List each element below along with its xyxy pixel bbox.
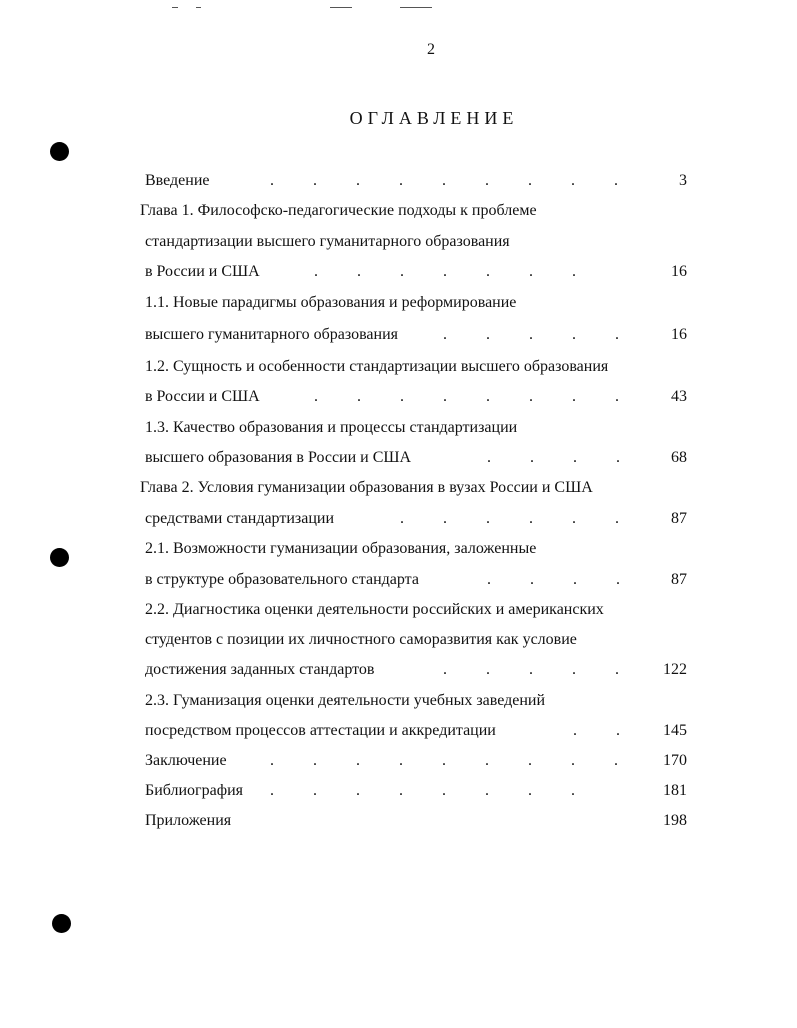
toc-entry-title: Глава 1. Философско-педагогические подходы к проблеме [140,202,537,219]
toc-entry-title: посредством процессов аттестации и аккредитации [145,722,496,739]
toc-entry-title: Глава 2. Условия гуманизации образования в вузах России и США [140,479,593,496]
leader-dot: . [487,449,491,466]
leader-dot: . [573,722,577,739]
leader-dot: . [528,172,532,189]
toc-entry-title: высшего образования в России и США [145,449,412,466]
toc-entry-title: Введение [145,172,210,189]
toc-entry-title: в России и США [145,263,260,280]
toc-entry[interactable] [0,506,797,532]
leader-dot: . [442,782,446,799]
toc-entry-title: в структуре образовательного стандарта [145,571,419,588]
leader-dot: . [486,510,490,527]
leader-dot: . [443,661,447,678]
punch-hole [52,914,71,933]
leader-dot: . [313,172,317,189]
leader-dot: . [529,263,533,280]
toc-entry[interactable] [0,384,797,410]
toc-entry-page: 87 [671,571,687,588]
leader-dot: . [443,510,447,527]
toc-entry[interactable] [0,415,797,441]
punch-hole [50,142,69,161]
toc-entry-page: 145 [663,722,687,739]
leader-dot: . [614,172,618,189]
toc-entry-title: 1.2. Сущность и особенности стандартизации высшего образования [145,358,609,375]
toc-entry-page: 16 [671,326,687,343]
toc-entry-title: средствами стандартизации [145,510,335,527]
leader-dot: . [529,661,533,678]
toc-entry[interactable] [0,168,797,194]
leader-dot: . [529,326,533,343]
leader-dot: . [356,172,360,189]
toc-entry[interactable] [0,657,797,683]
leader-dot: . [529,388,533,405]
toc-entry[interactable] [0,445,797,471]
toc-entry-page: 122 [663,661,687,678]
toc-entry-title: 2.3. Гуманизация оценки деятельности учебных заведений [145,692,546,709]
toc-entry[interactable] [0,475,797,501]
toc-entry-page: 181 [663,782,687,799]
leader-dot: . [572,326,576,343]
leader-dot: . [313,752,317,769]
leader-dot: . [442,752,446,769]
leader-dot: . [486,326,490,343]
toc-entry[interactable] [0,567,797,593]
toc-entry-title: высшего гуманитарного образования [145,326,398,343]
toc-entry-page: 43 [671,388,687,405]
leader-dot: . [356,752,360,769]
toc-entry[interactable] [0,627,797,653]
leader-dot: . [443,388,447,405]
leader-dot: . [314,263,318,280]
leader-dot: . [572,263,576,280]
leader-dot: . [313,782,317,799]
leader-dot: . [530,571,534,588]
toc-entry-title: Библиография [145,782,243,799]
leader-dot: . [443,263,447,280]
leader-dot: . [616,722,620,739]
leader-dot: . [572,388,576,405]
toc-entry[interactable] [0,322,797,348]
toc-entry[interactable] [0,354,797,380]
toc-entry[interactable] [0,259,797,285]
toc-entry[interactable] [0,229,797,255]
leader-dot: . [615,661,619,678]
leader-dot: . [616,449,620,466]
toc-entry-title: 2.2. Диагностика оценки деятельности российских и американских [145,601,604,618]
leader-dot: . [356,782,360,799]
leader-dot: . [442,172,446,189]
toc-entry-title: в России и США [145,388,260,405]
leader-dot: . [616,571,620,588]
scan-artifact-4 [400,7,432,8]
scan-artifact-3 [330,7,352,8]
toc-entry-page: 16 [671,263,687,280]
leader-dot: . [400,388,404,405]
leader-dot: . [270,172,274,189]
toc-entry-page: 87 [671,510,687,527]
toc-entry[interactable] [0,290,797,316]
leader-dot: . [357,263,361,280]
leader-dot: . [571,172,575,189]
leader-dot: . [270,752,274,769]
leader-dot: . [400,510,404,527]
toc-entry-title: студентов с позиции их личностного саморазвития как условие [145,631,577,648]
leader-dot: . [573,571,577,588]
leader-dot: . [270,782,274,799]
leader-dot: . [485,782,489,799]
toc-title: ОГЛАВЛЕНИЕ [349,108,519,128]
leader-dot: . [487,571,491,588]
toc-entry[interactable] [0,597,797,623]
leader-dot: . [357,388,361,405]
leader-dot: . [615,388,619,405]
toc-entry[interactable] [0,536,797,562]
leader-dot: . [530,449,534,466]
leader-dot: . [485,172,489,189]
leader-dot: . [485,752,489,769]
leader-dot: . [529,510,533,527]
toc-entry[interactable] [0,748,797,774]
toc-entry-page: 198 [663,812,687,829]
leader-dot: . [314,388,318,405]
toc-entry-title: 2.1. Возможности гуманизации образования, заложенные [145,540,537,557]
toc-entry[interactable] [0,808,797,834]
leader-dot: . [528,752,532,769]
toc-entry-title: Приложения [145,812,232,829]
toc-entry-title: стандартизации высшего гуманитарного образования [145,233,510,250]
page-number: 2 [427,41,435,58]
toc-entry-title: 1.1. Новые парадигмы образования и реформирование [145,294,517,311]
toc-entry-page: 3 [679,172,687,189]
leader-dot: . [614,752,618,769]
leader-dot: . [443,326,447,343]
toc-entry-title: 1.3. Качество образования и процессы стандартизации [145,419,518,436]
toc-entry[interactable] [0,198,797,224]
leader-dot: . [571,752,575,769]
toc-entry-title: достижения заданных стандартов [145,661,375,678]
scan-artifact-1 [172,7,178,8]
toc-entry[interactable] [0,688,797,714]
leader-dot: . [486,661,490,678]
leader-dot: . [615,326,619,343]
leader-dot: . [572,661,576,678]
toc-entry-title: Заключение [145,752,227,769]
leader-dot: . [571,782,575,799]
leader-dot: . [573,449,577,466]
toc-entry[interactable] [0,778,797,804]
leader-dot: . [615,510,619,527]
leader-dot: . [399,752,403,769]
toc-entry-page: 68 [671,449,687,466]
leader-dot: . [399,782,403,799]
leader-dot: . [528,782,532,799]
scan-artifact-2 [196,7,201,8]
toc-entry[interactable] [0,718,797,744]
leader-dot: . [399,172,403,189]
leader-dot: . [400,263,404,280]
leader-dot: . [486,263,490,280]
leader-dot: . [572,510,576,527]
toc-entry-page: 170 [663,752,687,769]
leader-dot: . [486,388,490,405]
